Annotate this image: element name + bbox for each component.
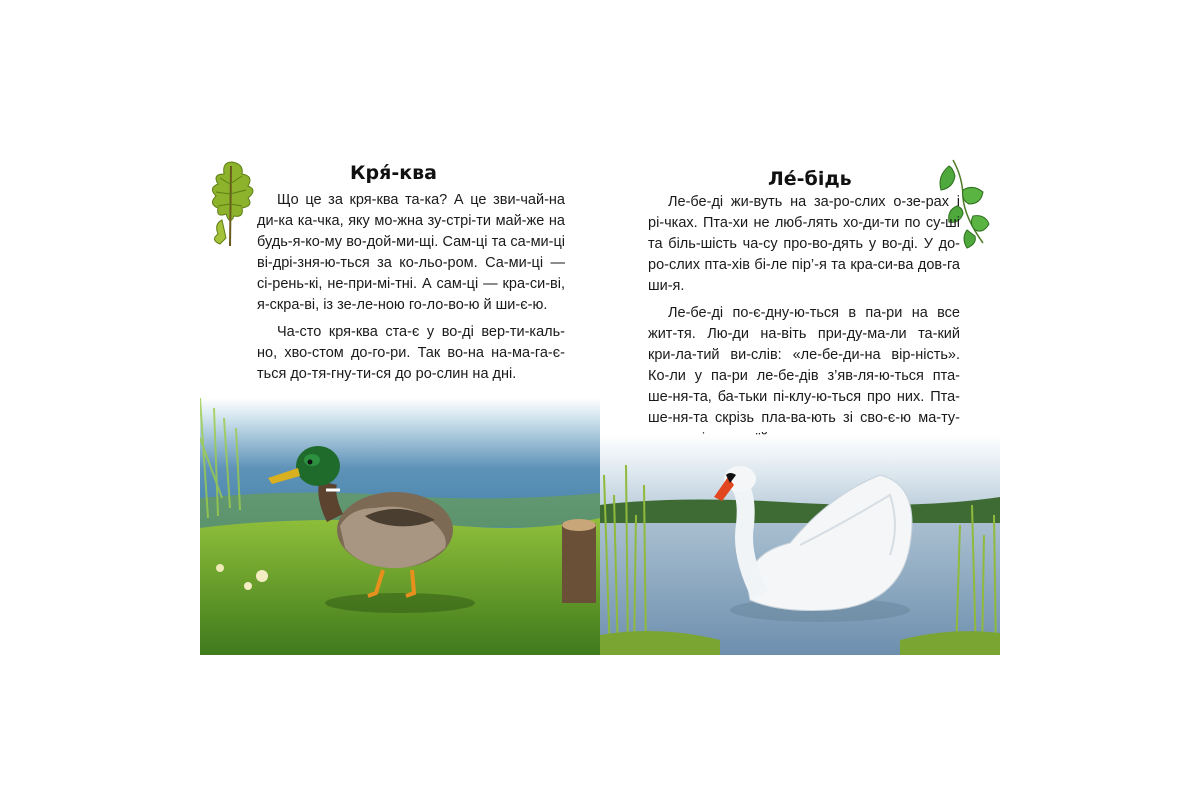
paragraph: Що це за кря-ква та-ка? А це зви-чай-на ди-ка ка-чка, яку мо-жна зу-стрі-ти май-же на будь-я-ко-му во-дой-ми-щі. Сам-ці та са-ми-ці ві-дрі-зня-ю-ться за ко-льо-ром. Са-ми-ці — сі-рень-кі, не-при-мі-тні. А сам-ці — кра-си-ві, я-скра-ві, із зе-ле-ною го-ло-во-ю й ши-є-ю. (257, 192, 565, 313)
duck-illustration (200, 398, 600, 655)
page-title: Кря́-ква (350, 162, 437, 184)
paragraph: Ле-бе-ді по-є-дну-ю-ться в па-ри на все жит-тя. Лю-ди на-віть при-ду-ма-ли та-кий кри-ла-тий ви-слів: «ле-бе-ди-на вір-ність». Ко-ли у па-ри ле-бе-дів з’яв-ля-ю-ться пта-ше-ня-та, ба-тьки пі-клу-ю-ться про них. Пта-ше-ня-та скрізь пла-ва-ють зі сво-є-ю ма-ту- (648, 305, 960, 426)
oak-leaf-icon (204, 154, 260, 249)
book-spread (200, 150, 1000, 655)
page-left (200, 150, 600, 655)
paragraph: Ле-бе-ді жи-вуть на за-ро-слих о-зе-рах і рі-чках. Пта-хи не люб-лять хо-ди-ти по су-ші та біль-шість ча-су про-во-дять у во-ді. У до-ро-слих пта-хів бі-ле пір’-я та кра-си-ва дов-га ши-я. (648, 194, 960, 294)
article-text (648, 192, 960, 456)
page-right (600, 150, 1000, 655)
article-text (257, 190, 565, 391)
page-title: Ле́-бідь (768, 168, 852, 190)
swan-illustration (600, 435, 1000, 655)
paragraph: Ча-сто кря-ква ста-є у во-ді вер-ти-каль-но, хво-стом до-го-ри. Так во-на на-ма-га-є-ться до-тя-гну-ти-ся до ро-слин на дні. (257, 324, 565, 382)
